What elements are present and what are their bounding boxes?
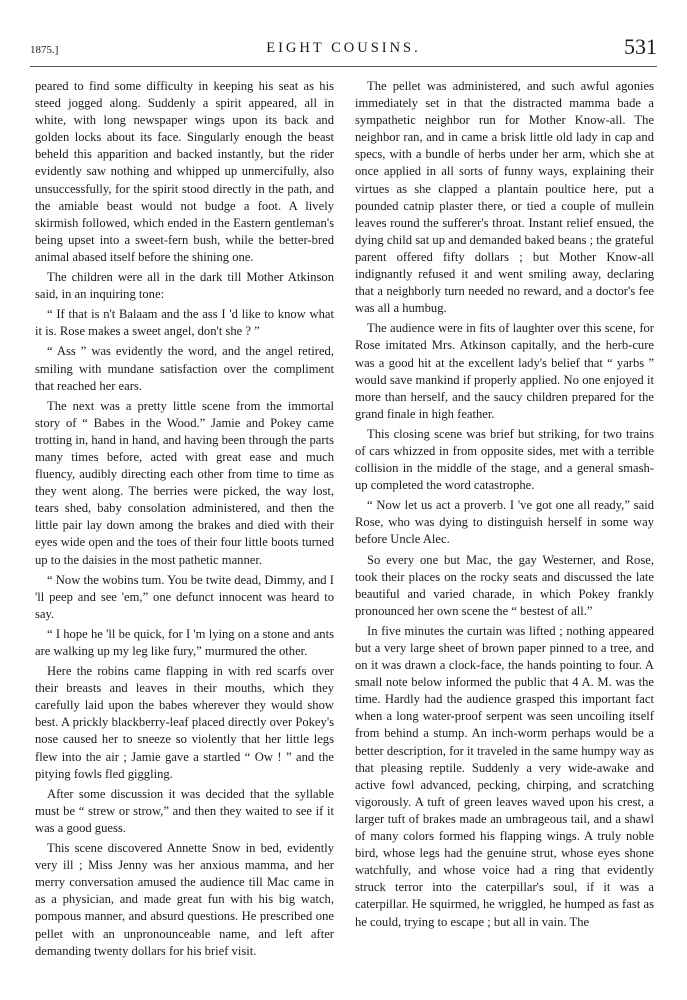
paragraph: “ Now the wobins tum. You be twite dead, Dimmy, and I 'll peep and see 'em,” one defunct innocent was heard to say. — [35, 572, 334, 621]
header-year: 1875.] — [30, 44, 59, 56]
paragraph: “ I hope he 'll be quick, for I 'm lying on a stone and ants are walking up my leg like fury,” murmured the other. — [35, 626, 334, 658]
right-column — [355, 78, 654, 934]
running-header — [30, 34, 657, 62]
paragraph: Here the robins came flapping in with red scarfs over their breasts and leaves in their mouths, which they carefully laid upon the babes wherever they would show best. A prickly blackberry-leaf placed directly over Pokey's nose caused her to sneeze so violently that her little legs flew into the air ; Jamie gave a startled “ Ow ! ” and the pitying fowls fled giggling. — [35, 664, 334, 781]
paragraph: This scene discovered Annette Snow in bed, evidently very ill ; Miss Jenny was her anxious mamma, and her merry conversation amused the audience till Mac came in as a physician, and made great fun with his big watch, pompous manner, and absurd questions. He prescribed one pellet with an unpronounceable name, and left after demanding twenty dollars for his brief visit. — [35, 841, 334, 958]
paragraph: The pellet was administered, and such awful agonies immediately set in that the distracted mamma bade a sympathetic neighbor run for Mother Know-all. The neighbor ran, and in came a brisk little old lady in cap and specs, with a bundle of herbs under her arm, which she at once applied in all sorts of funny ways, explaining their virtues as she clapped a plantain poultice here, put a pounded catnip plaster there, or tied a couple of mullein leaves round the sufferer's throat. Instant relief ensued, the dying child sat up and demanded baked beans ; the grateful parent offered fifty dollars ; but Mother Know-all indignantly refused it and went smiling away, declaring that a neighborly turn needed no reward, and a doctor's fee was all a humbug. — [355, 79, 654, 316]
paragraph: The children were all in the dark till Mother Atkinson said, in an inquiring tone: — [35, 270, 334, 302]
paragraph: “ If that is n't Balaam and the ass I 'd like to know what it is. Rose makes a sweet angel, don't she ? ” — [35, 307, 334, 339]
header-title: EIGHT COUSINS. — [266, 40, 421, 56]
paragraph: After some discussion it was decided that the syllable must be “ strew or strow,” and then they waited to see if it was a good guess. — [35, 786, 334, 835]
paragraph: “ Ass ” was evidently the word, and the angel retired, smiling with mundane satisfaction over the compliment that reached her ears. — [35, 344, 334, 393]
paragraph: So every one but Mac, the gay Westerner, and Rose, took their places on the rocky seats and discussed the late beautiful and varied charade, in which Pokey frankly pronounced her own scene the “ bestest of all.” — [355, 552, 654, 618]
paragraph: peared to find some difficulty in keeping his seat as his steed jogged along. Suddenly a spirit appeared, all in white, with long newspaper wings upon its back and golden locks about its face. Singularly enough the beast beheld this apparition and backed instantly, but the rider evidently saw nothing and whipped up unmercifully, also unsuccessfully, for the spirit stood directly in the path, and the amiable beast would not budge a foot. A lively skirmish followed, which ended in the Eastern gentleman's being upset into a sweet-fern bush, while the better-bred animal abased itself before the shining one. — [35, 79, 334, 264]
paragraph: The audience were in fits of laughter over this scene, for Rose imitated Mrs. Atkinson capitally, and the herb-cure was a good hit at the excellent lady's belief that “ yarbs ” would save mankind if properly applied. No one enjoyed it more than herself, and the saucy children prepared for the grand finale in high feather. — [355, 321, 654, 421]
paragraph: This closing scene was brief but striking, for two trains of cars whizzed in from opposite sides, met with a terrible collision in the middle of the stage, and a general smash-up completed the word catastrophe. — [355, 426, 654, 493]
header-rule — [30, 66, 657, 67]
paragraph: In five minutes the curtain was lifted ; nothing appeared but a very large sheet of brown paper pinned to a tree, and on it was drawn a clock-face, the hands pointing to four. A small note below informed the public that 4 A. M. was the time. Hardly had the audience grasped this important fact when a long water-proof serpent was seen uncoiling itself from behind a stump. An inch-worm perhaps would be a better description, for it traveled in the same humpy way as that pleasing reptile. Suddenly a very wide-awake and active fowl advanced, pecking, chirping, and scratching vigorously. A tuft of green leaves waved upon his crest, a larger tuft of brakes made an umbrageous tail, and a shawl of many colors formed his flapping wings. A truly noble bird, whose legs had the genuine strut, whose eyes shone watchfully, and whose voice had a ring that evidently struck terror into the caterpillar's soul, if it was a caterpillar. He squirmed, he wriggled, he humped as fast as he could, trying to escape ; but all in vain. The — [355, 623, 655, 929]
left-column — [35, 78, 334, 963]
paragraph: The next was a pretty little scene from the immortal story of “ Babes in the Wood.” Jamie and Pokey came trotting in, hand in hand, and having been through the parts many times before, acted with great ease and much fluency, audibly directing each other from time to time as they went along. The berries were picked, the way lost, tears shed, baby consolation administered, and then the little pair lay down among the brakes and died with their eyes wide open and the toes of their four little boots turned up to the daisies in the most pathetic manner. — [35, 398, 334, 567]
page-number: 531 — [624, 34, 657, 59]
paragraph: “ Now let us act a proverb. I 've got one all ready,” said Rose, who was dying to distinguish herself in some way before Uncle Alec. — [355, 498, 654, 547]
